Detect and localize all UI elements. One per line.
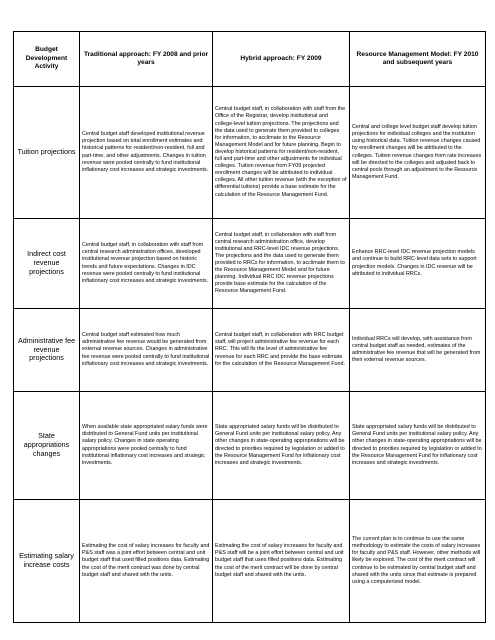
resource-cell: The current plan is to continue to use the same methodology to estimate the costs of salary increases for faculty and P&S staff. However, other methods will likely be explored. The cost of the merit contract will continue to be estimated by central budget staff and shared with the units since that estimate is prepared using a computerized model.: [350, 500, 486, 623]
activity-cell: Estimating salary increase costs: [14, 500, 80, 623]
hybrid-cell: Central budget staff, in collaboration with staff from central research administration office, develop institutional and RRC-level IDC revenue projections. The projections and the data used to generate them provided to RRCs for information, to acclimate them to the Resource Management Model and for future planning. Individual RRC IDC revenue projections provide base estimate for the calculation of the Resource Management Fund.: [213, 219, 350, 309]
resource-cell: State appropriated salary funds will be distributed to General Fund units per institutional salary policy. Any other changes in state-operating appropriations will be directed to priorities required by legislation or added to the Resource Management Fund for inflationary cost increases and strategic investments.: [350, 392, 486, 500]
activity-cell: Tuition projections: [14, 87, 80, 219]
traditional-cell: When available state appropriated salary funds were distributed to General Fund units per institutional salary policy. Changes in state operating appropriations were pooled centrally to fund institutional inflationary cost increases and strategic investments.: [80, 392, 213, 500]
budget-approach-table: [13, 31, 486, 623]
resource-cell: Individual RRCs will develop, with assistance from central budget staff as needed, estimates of the administrative fee revenue that will be generated from their external revenue sources.: [350, 309, 486, 392]
table-row: [14, 500, 486, 623]
hybrid-cell: Central budget staff, in collaboration with RRC budget staff, will project administrative fee revenue for each RRC. This will fix the level of administrative fee revenue for each RRC and provide the base estimate for the calculation of the Resource Management Fund.: [213, 309, 350, 392]
resource-cell: Central and college level budget staff develop tuition projections for individual colleges and the institution using historical data. Tuition revenue changes caused by enrollment changes will be attributed to the colleges. Tuition revenue changes from rate increases will be directed to the colleges and adjusted back to central pools through an adjustment to the Resource Management Fund.: [350, 87, 486, 219]
traditional-cell: Estimating the cost of salary increases for faculty and P&S staff was a joint effort between central and unit budget staff that used filled positions data. Estimating the cost of the merit contract was done by central budget staff and shared with the units.: [80, 500, 213, 623]
traditional-cell: Central budget staff estimated how much administrative fee revenue would be generated from external revenue sources. Changes in administrative fee revenue were pooled centrally to fund institutional inflationary cost increases and strategic investments.: [80, 309, 213, 392]
activity-cell: Administrative fee revenue projections: [14, 309, 80, 392]
traditional-cell: Central budget staff, in collaboration with staff from central research administration offices, developed institutional revenue projection based on historic trends and future expectations. Changes in IDC revenue were pooled centrally to fund institutional inflationary cost increases and strategic investments.: [80, 219, 213, 309]
resource-cell: Enhance RRC-level IDC revenue projection models and continue to build RRC-level data sets to support projection models. Changes in IDC revenue will be attributed to individual RRCs.: [350, 219, 486, 309]
activity-cell: Indirect cost revenue projections: [14, 219, 80, 309]
hybrid-cell: Central budget staff, in collaboration with staff from the Office of the Registrar, develop institutional and college-level tuition projections. The projections and the data used to generate them provided to colleges for information, to acclimate to the Resource Management Model and for future planning. Begin to develop historical patterns for resident/non-resident, full and part-time and other adjustments for individual colleges. Tuition revenue from FY09 projected enrollment changes will be attributed to individual colleges. All other tuition revenue (with the exception of differential tuitions) provide a base estimate for the calculation of the Resource Management Fund.: [213, 87, 350, 219]
header-traditional: Traditional approach: FY 2008 and prior years: [80, 32, 213, 87]
header-activity: Budget Development Activity: [14, 32, 80, 87]
activity-cell: State appropriations changes: [14, 392, 80, 500]
table-row: [14, 87, 486, 219]
table-row: [14, 309, 486, 392]
table-row: [14, 219, 486, 309]
table-row: [14, 392, 486, 500]
table-header-row: [14, 32, 486, 87]
header-resource-management: Resource Management Model: FY 2010 and subsequent years: [350, 32, 486, 87]
traditional-cell: Central budget staff developed institutional revenue projection based on total enrollment estimates and historical patterns for resident/non-resident, full and part-time, and other adjustments. Changes in tuition revenue were pooled centrally to fund institutional inflationary cost increases and strategic investments.: [80, 87, 213, 219]
hybrid-cell: State appropriated salary funds will be distributed to General Fund units per institutional salary policy. Any other changes in state-operating appropriations will be directed to priorities required by legislation or added to the Resource Management Fund for inflationary cost increases and strategic investments.: [213, 392, 350, 500]
hybrid-cell: Estimating the cost of salary increases for faculty and P&S staff will be a joint effort between central and unit budget staff that uses filled positions data. Estimating the cost of the merit contract will be done by central budget staff and shared with the units.: [213, 500, 350, 623]
header-hybrid: Hybrid approach: FY 2009: [213, 32, 350, 87]
